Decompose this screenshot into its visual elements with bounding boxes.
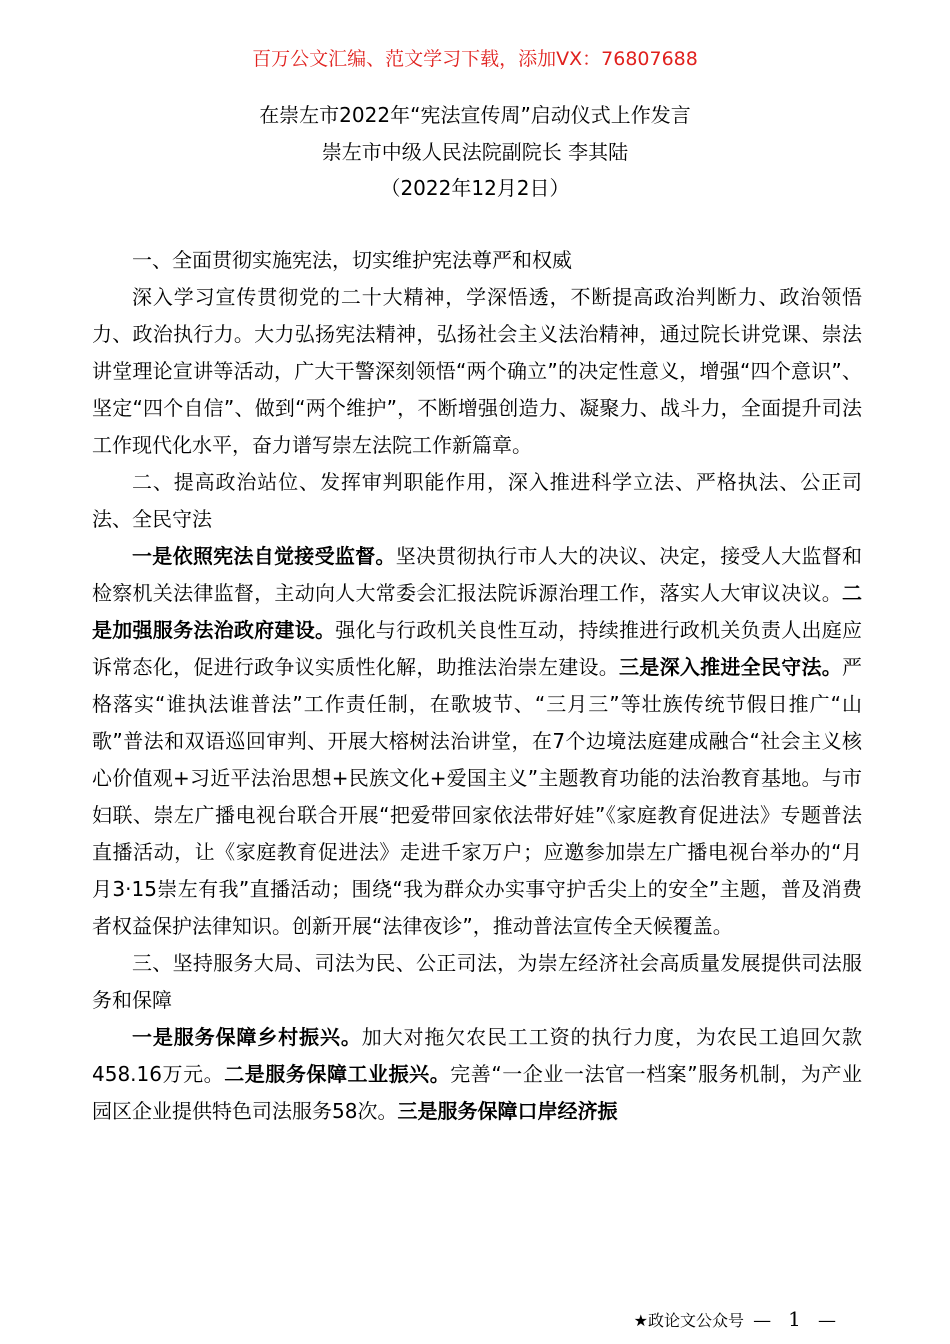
footer-dash-right: — — [818, 1310, 836, 1331]
document-title: 在崇左市2022年“宪法宣传周”启动仪式上作发言 — [259, 103, 691, 127]
document-body — [92, 242, 862, 1130]
paragraph-text: 完善“一企业一法官一档案”服务机制，为产业园区企业提供特色司法服务58次。 — [92, 1062, 862, 1123]
section-heading-3: 三、坚持服务大局、司法为民、公正司法，为崇左经济社会高质量发展提供司法服务和保障 — [92, 951, 862, 1012]
paragraph-text: 严格落实“谁执法谁普法”工作责任制，在歌坡节、“三月三”等壮族传统节假日推广“山歌”普法和双语巡回审判、开展大榕树法治讲堂，在7个边境法庭建成融合“社会主义核心价值观+习近平法治思想+民族文化+爱国主义”主题教育功能的法治教育基地。与市妇联、崇左广播电视台联合开展“把爱带回家依法带好娃”《家庭教育促进法》专题普法直播活动，让《家庭教育促进法》走进千家万户；应邀参加崇左广播电视台举办的“月月3·15崇左有我”直播活动；围绕“我为群众办实事守护舌尖上的安全”主题，普及消费者权益保护法律知识。创新开展“法律夜诊”，推动普法宣传全天候覆盖。 — [92, 655, 863, 938]
page-number: 1 — [788, 1307, 801, 1331]
section-paragraph-2 — [92, 538, 862, 945]
download-banner: 百万公文汇编、范文学习下载，添加VX：76807688 — [252, 48, 698, 70]
speaker-line: 崇左市中级人民法院副院长 李其陆 — [321, 140, 629, 164]
paragraph-text: 强化与行政机关良性互动，持续推进行政机关负责人出庭应诉常态化，促进行政争议实质性化解，助推法治崇左建设。 — [92, 618, 863, 679]
bold-lead: 三是服务保障口岸经济振 — [397, 1099, 618, 1123]
paragraph-text: 坚决贯彻执行市人大的决议、决定，接受人大监督和检察机关法律监督，主动向人大常委会汇报法院诉源治理工作，落实人大审议决议。 — [92, 544, 863, 605]
paragraph-text: 加大对拖欠农民工工资的执行力度，为农民工追回欠款458.16万元。 — [92, 1025, 863, 1086]
section-paragraph-3 — [92, 1019, 862, 1130]
footer-source: ★政论文公众号 — [633, 1311, 744, 1330]
page-footer — [634, 1307, 840, 1333]
bold-lead: 一是服务保障乡村振兴。 — [132, 1025, 362, 1049]
footer-dash-left: — — [753, 1310, 772, 1331]
section-paragraph-1: 深入学习宣传贯彻党的二十大精神，学深悟透，不断提高政治判断力、政治领悟力、政治执行力。大力弘扬宪法精神，弘扬社会主义法治精神，通过院长讲党课、崇法讲堂理论宣讲等活动，广大干警深刻领悟“两个确立”的决定性意义，增强“四个意识”、坚定“四个自信”、做到“两个维护”，不断增强创造力、凝聚力、战斗力，全面提升司法工作现代化水平，奋力谱写崇左法院工作新篇章。 — [92, 285, 862, 457]
section-heading-2: 二、提高政治站位、发挥审判职能作用，深入推进科学立法、严格执法、公正司法、全民守法 — [92, 470, 862, 531]
bold-lead: 一是依照宪法自觉接受监督。 — [132, 544, 396, 568]
date-line: （2022年12月2日） — [380, 176, 570, 200]
bold-lead: 三是深入推进全民守法。 — [619, 655, 843, 679]
bold-lead: 二是加强服务法治政府建设。 — [92, 581, 862, 642]
bold-lead: 二是服务保障工业振兴。 — [224, 1062, 451, 1086]
section-heading-1: 一、全面贯彻实施宪法，切实维护宪法尊严和权威 — [132, 248, 572, 272]
